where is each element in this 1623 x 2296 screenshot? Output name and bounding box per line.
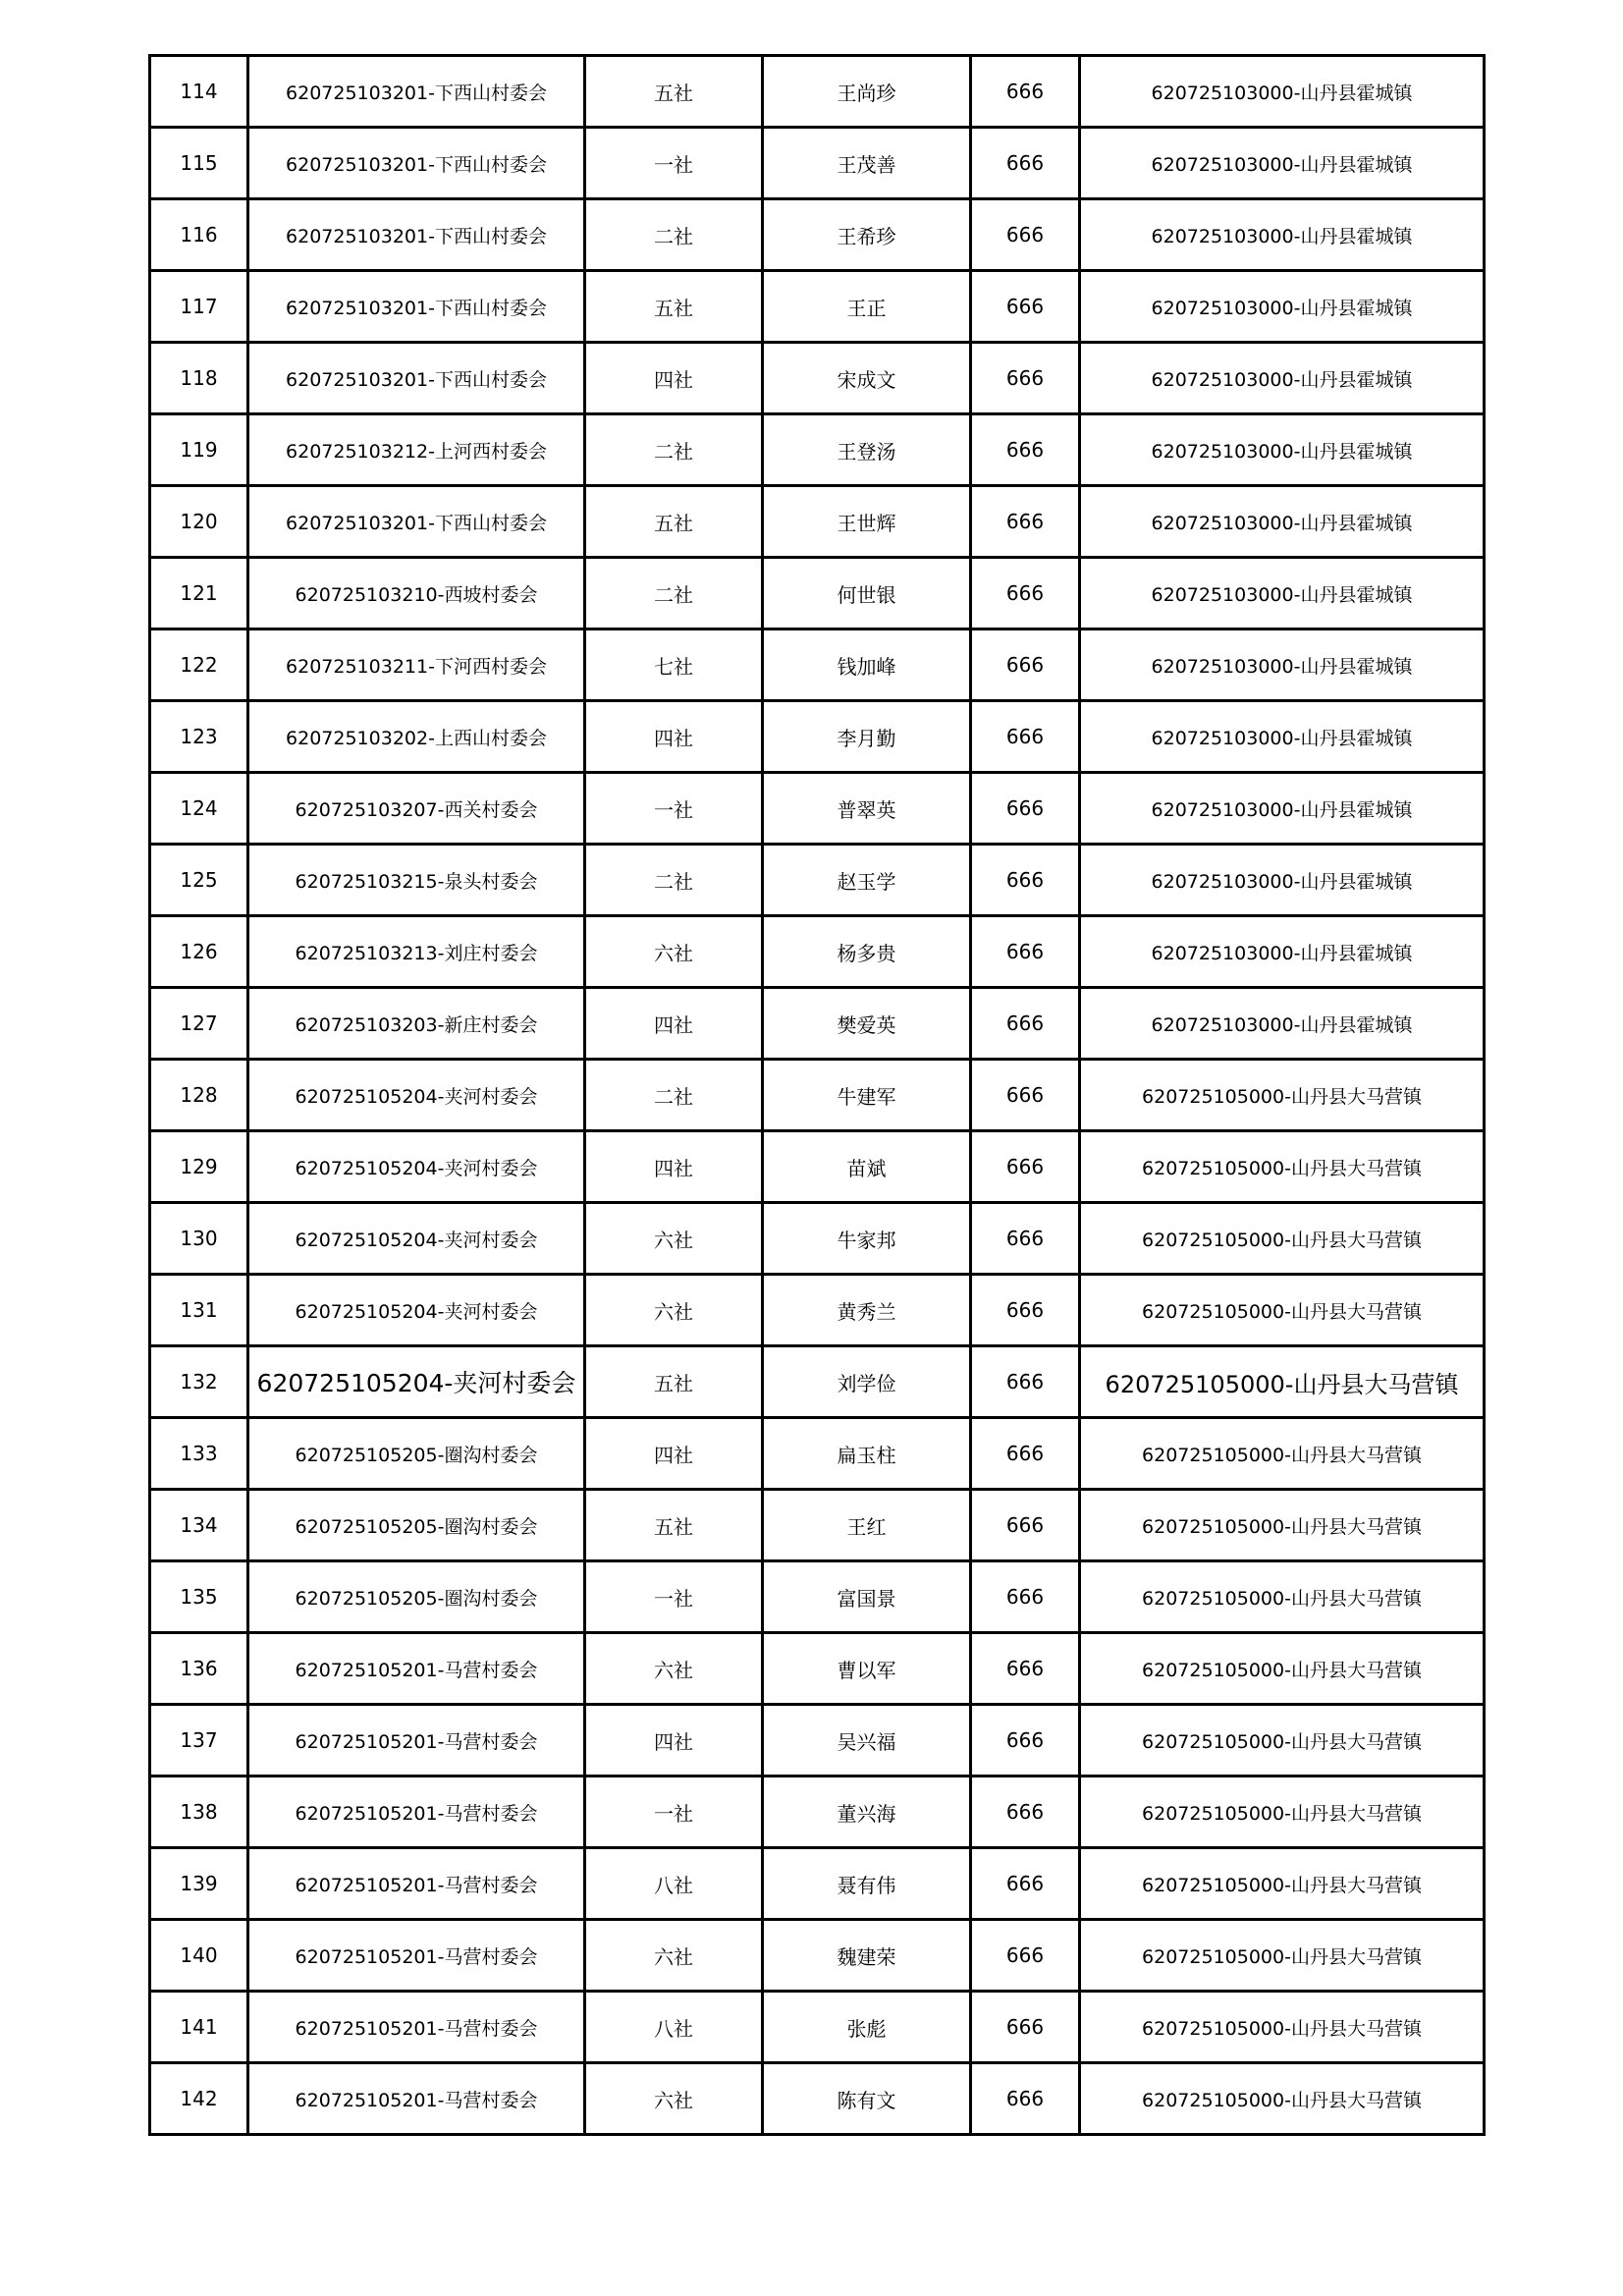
person-name-cell: 杨多贵: [763, 916, 971, 988]
row-number-cell: 118: [150, 343, 248, 414]
town-cell: 620725103000-山丹县霍城镇: [1080, 916, 1485, 988]
table-row: [150, 845, 1485, 916]
row-number-cell: 132: [150, 1346, 248, 1418]
town-cell: 620725105000-山丹县大马营镇: [1080, 1920, 1485, 1992]
row-number-cell: 123: [150, 701, 248, 773]
amount-cell: 666: [971, 1418, 1080, 1490]
table-row: [150, 486, 1485, 558]
person-name-cell: 张彪: [763, 1992, 971, 2063]
amount-cell: 666: [971, 1992, 1080, 2063]
town-cell: 620725105000-山丹县大马营镇: [1080, 1060, 1485, 1131]
person-name-cell: 陈有文: [763, 2063, 971, 2135]
village-committee-cell: 620725103202-上西山村委会: [248, 701, 585, 773]
town-cell: 620725105000-山丹县大马营镇: [1080, 1992, 1485, 2063]
person-name-cell: 王尚珍: [763, 56, 971, 128]
village-committee-cell: 620725103201-下西山村委会: [248, 199, 585, 271]
row-number-cell: 141: [150, 1992, 248, 2063]
group-cell: 二社: [585, 1060, 763, 1131]
town-cell: 620725105000-山丹县大马营镇: [1080, 1346, 1485, 1418]
table-row: [150, 1275, 1485, 1346]
village-committee-cell: 620725103201-下西山村委会: [248, 128, 585, 199]
amount-cell: 666: [971, 1561, 1080, 1633]
group-cell: 五社: [585, 1346, 763, 1418]
amount-cell: 666: [971, 1275, 1080, 1346]
group-cell: 五社: [585, 486, 763, 558]
person-name-cell: 牛建军: [763, 1060, 971, 1131]
group-cell: 五社: [585, 1490, 763, 1561]
group-cell: 一社: [585, 128, 763, 199]
table-row: [150, 916, 1485, 988]
table-row: [150, 56, 1485, 128]
village-committee-cell: 620725105201-马营村委会: [248, 1705, 585, 1777]
village-committee-cell: 620725105204-夹河村委会: [248, 1060, 585, 1131]
amount-cell: 666: [971, 343, 1080, 414]
group-cell: 一社: [585, 773, 763, 845]
town-cell: 620725103000-山丹县霍城镇: [1080, 414, 1485, 486]
amount-cell: 666: [971, 1848, 1080, 1920]
row-number-cell: 129: [150, 1131, 248, 1203]
person-name-cell: 富国景: [763, 1561, 971, 1633]
village-committee-cell: 620725103213-刘庄村委会: [248, 916, 585, 988]
group-cell: 五社: [585, 271, 763, 343]
row-number-cell: 115: [150, 128, 248, 199]
village-committee-cell: 620725105204-夹河村委会: [248, 1346, 585, 1418]
table-row: [150, 1920, 1485, 1992]
table-row: [150, 1490, 1485, 1561]
row-number-cell: 139: [150, 1848, 248, 1920]
amount-cell: 666: [971, 701, 1080, 773]
amount-cell: 666: [971, 845, 1080, 916]
row-number-cell: 140: [150, 1920, 248, 1992]
group-cell: 八社: [585, 1992, 763, 2063]
person-name-cell: 王红: [763, 1490, 971, 1561]
row-number-cell: 124: [150, 773, 248, 845]
village-committee-cell: 620725105205-圈沟村委会: [248, 1418, 585, 1490]
person-name-cell: 刘学俭: [763, 1346, 971, 1418]
row-number-cell: 128: [150, 1060, 248, 1131]
amount-cell: 666: [971, 1203, 1080, 1275]
person-name-cell: 宋成文: [763, 343, 971, 414]
person-name-cell: 王希珍: [763, 199, 971, 271]
group-cell: 一社: [585, 1777, 763, 1848]
village-committee-cell: 620725105204-夹河村委会: [248, 1275, 585, 1346]
village-committee-cell: 620725105201-马营村委会: [248, 1992, 585, 2063]
village-committee-cell: 620725103212-上河西村委会: [248, 414, 585, 486]
row-number-cell: 121: [150, 558, 248, 629]
amount-cell: 666: [971, 199, 1080, 271]
village-committee-cell: 620725103201-下西山村委会: [248, 56, 585, 128]
amount-cell: 666: [971, 916, 1080, 988]
group-cell: 四社: [585, 1418, 763, 1490]
row-number-cell: 122: [150, 629, 248, 701]
group-cell: 七社: [585, 629, 763, 701]
table-row: [150, 1633, 1485, 1705]
table-row: [150, 1418, 1485, 1490]
village-committee-cell: 620725105201-马营村委会: [248, 2063, 585, 2135]
row-number-cell: 142: [150, 2063, 248, 2135]
amount-cell: 666: [971, 414, 1080, 486]
town-cell: 620725105000-山丹县大马营镇: [1080, 1561, 1485, 1633]
person-name-cell: 王登汤: [763, 414, 971, 486]
person-name-cell: 扁玉柱: [763, 1418, 971, 1490]
group-cell: 六社: [585, 916, 763, 988]
row-number-cell: 116: [150, 199, 248, 271]
person-name-cell: 曹以军: [763, 1633, 971, 1705]
town-cell: 620725105000-山丹县大马营镇: [1080, 2063, 1485, 2135]
village-committee-cell: 620725105205-圈沟村委会: [248, 1490, 585, 1561]
record-table: [148, 54, 1486, 2136]
person-name-cell: 李月勤: [763, 701, 971, 773]
amount-cell: 666: [971, 629, 1080, 701]
town-cell: 620725105000-山丹县大马营镇: [1080, 1275, 1485, 1346]
group-cell: 八社: [585, 1848, 763, 1920]
row-number-cell: 130: [150, 1203, 248, 1275]
table-row: [150, 1561, 1485, 1633]
group-cell: 二社: [585, 845, 763, 916]
row-number-cell: 135: [150, 1561, 248, 1633]
town-cell: 620725103000-山丹县霍城镇: [1080, 271, 1485, 343]
amount-cell: 666: [971, 486, 1080, 558]
person-name-cell: 牛家邦: [763, 1203, 971, 1275]
village-committee-cell: 620725105204-夹河村委会: [248, 1131, 585, 1203]
village-committee-cell: 620725105205-圈沟村委会: [248, 1561, 585, 1633]
town-cell: 620725103000-山丹县霍城镇: [1080, 199, 1485, 271]
table-body: [150, 56, 1485, 2135]
group-cell: 六社: [585, 1920, 763, 1992]
group-cell: 四社: [585, 1705, 763, 1777]
village-committee-cell: 620725103201-下西山村委会: [248, 271, 585, 343]
town-cell: 620725103000-山丹县霍城镇: [1080, 343, 1485, 414]
town-cell: 620725103000-山丹县霍城镇: [1080, 56, 1485, 128]
table-row: [150, 1705, 1485, 1777]
group-cell: 四社: [585, 988, 763, 1060]
person-name-cell: 黄秀兰: [763, 1275, 971, 1346]
village-committee-cell: 620725103201-下西山村委会: [248, 343, 585, 414]
amount-cell: 666: [971, 1060, 1080, 1131]
amount-cell: 666: [971, 1920, 1080, 1992]
table-row: [150, 414, 1485, 486]
village-committee-cell: 620725103215-泉头村委会: [248, 845, 585, 916]
group-cell: 六社: [585, 1633, 763, 1705]
village-committee-cell: 620725105201-马营村委会: [248, 1848, 585, 1920]
person-name-cell: 王世辉: [763, 486, 971, 558]
town-cell: 620725103000-山丹县霍城镇: [1080, 558, 1485, 629]
town-cell: 620725105000-山丹县大马营镇: [1080, 1418, 1485, 1490]
amount-cell: 666: [971, 558, 1080, 629]
town-cell: 620725105000-山丹县大马营镇: [1080, 1633, 1485, 1705]
amount-cell: 666: [971, 1131, 1080, 1203]
table-row: [150, 271, 1485, 343]
row-number-cell: 117: [150, 271, 248, 343]
table-row: [150, 128, 1485, 199]
row-number-cell: 127: [150, 988, 248, 1060]
town-cell: 620725103000-山丹县霍城镇: [1080, 773, 1485, 845]
amount-cell: 666: [971, 1490, 1080, 1561]
row-number-cell: 119: [150, 414, 248, 486]
person-name-cell: 赵玉学: [763, 845, 971, 916]
village-committee-cell: 620725105201-马营村委会: [248, 1633, 585, 1705]
row-number-cell: 134: [150, 1490, 248, 1561]
group-cell: 四社: [585, 343, 763, 414]
person-name-cell: 董兴海: [763, 1777, 971, 1848]
person-name-cell: 何世银: [763, 558, 971, 629]
table-row: [150, 1992, 1485, 2063]
amount-cell: 666: [971, 988, 1080, 1060]
village-committee-cell: 620725103210-西坡村委会: [248, 558, 585, 629]
town-cell: 620725103000-山丹县霍城镇: [1080, 486, 1485, 558]
group-cell: 一社: [585, 1561, 763, 1633]
table-row: [150, 1848, 1485, 1920]
group-cell: 二社: [585, 558, 763, 629]
group-cell: 六社: [585, 2063, 763, 2135]
row-number-cell: 120: [150, 486, 248, 558]
town-cell: 620725105000-山丹县大马营镇: [1080, 1848, 1485, 1920]
group-cell: 二社: [585, 199, 763, 271]
village-committee-cell: 620725103211-下河西村委会: [248, 629, 585, 701]
table-row: [150, 988, 1485, 1060]
town-cell: 620725103000-山丹县霍城镇: [1080, 629, 1485, 701]
table-row: [150, 1131, 1485, 1203]
person-name-cell: 苗斌: [763, 1131, 971, 1203]
village-committee-cell: 620725103207-西关村委会: [248, 773, 585, 845]
group-cell: 六社: [585, 1203, 763, 1275]
table-row: [150, 701, 1485, 773]
amount-cell: 666: [971, 128, 1080, 199]
group-cell: 六社: [585, 1275, 763, 1346]
town-cell: 620725105000-山丹县大马营镇: [1080, 1705, 1485, 1777]
person-name-cell: 王茂善: [763, 128, 971, 199]
amount-cell: 666: [971, 1777, 1080, 1848]
amount-cell: 666: [971, 1633, 1080, 1705]
person-name-cell: 钱加峰: [763, 629, 971, 701]
person-name-cell: 吴兴福: [763, 1705, 971, 1777]
person-name-cell: 魏建荣: [763, 1920, 971, 1992]
table-row: [150, 2063, 1485, 2135]
town-cell: 620725105000-山丹县大马营镇: [1080, 1777, 1485, 1848]
person-name-cell: 樊爱英: [763, 988, 971, 1060]
table-row: [150, 1346, 1485, 1418]
amount-cell: 666: [971, 773, 1080, 845]
town-cell: 620725103000-山丹县霍城镇: [1080, 845, 1485, 916]
table-row: [150, 1777, 1485, 1848]
group-cell: 四社: [585, 1131, 763, 1203]
village-committee-cell: 620725105201-马营村委会: [248, 1920, 585, 1992]
village-committee-cell: 620725103201-下西山村委会: [248, 486, 585, 558]
row-number-cell: 114: [150, 56, 248, 128]
amount-cell: 666: [971, 271, 1080, 343]
person-name-cell: 聂有伟: [763, 1848, 971, 1920]
row-number-cell: 137: [150, 1705, 248, 1777]
table-row: [150, 773, 1485, 845]
table-row: [150, 343, 1485, 414]
village-committee-cell: 620725103203-新庄村委会: [248, 988, 585, 1060]
table-row: [150, 1203, 1485, 1275]
town-cell: 620725103000-山丹县霍城镇: [1080, 988, 1485, 1060]
group-cell: 四社: [585, 701, 763, 773]
amount-cell: 666: [971, 56, 1080, 128]
town-cell: 620725103000-山丹县霍城镇: [1080, 128, 1485, 199]
town-cell: 620725105000-山丹县大马营镇: [1080, 1490, 1485, 1561]
amount-cell: 666: [971, 1705, 1080, 1777]
town-cell: 620725105000-山丹县大马营镇: [1080, 1203, 1485, 1275]
town-cell: 620725103000-山丹县霍城镇: [1080, 701, 1485, 773]
person-name-cell: 普翠英: [763, 773, 971, 845]
town-cell: 620725105000-山丹县大马营镇: [1080, 1131, 1485, 1203]
table-row: [150, 558, 1485, 629]
person-name-cell: 王正: [763, 271, 971, 343]
village-committee-cell: 620725105201-马营村委会: [248, 1777, 585, 1848]
village-committee-cell: 620725105204-夹河村委会: [248, 1203, 585, 1275]
group-cell: 五社: [585, 56, 763, 128]
row-number-cell: 133: [150, 1418, 248, 1490]
table-row: [150, 629, 1485, 701]
table-row: [150, 1060, 1485, 1131]
table-row: [150, 199, 1485, 271]
amount-cell: 666: [971, 1346, 1080, 1418]
row-number-cell: 131: [150, 1275, 248, 1346]
row-number-cell: 136: [150, 1633, 248, 1705]
row-number-cell: 138: [150, 1777, 248, 1848]
row-number-cell: 125: [150, 845, 248, 916]
row-number-cell: 126: [150, 916, 248, 988]
amount-cell: 666: [971, 2063, 1080, 2135]
group-cell: 二社: [585, 414, 763, 486]
